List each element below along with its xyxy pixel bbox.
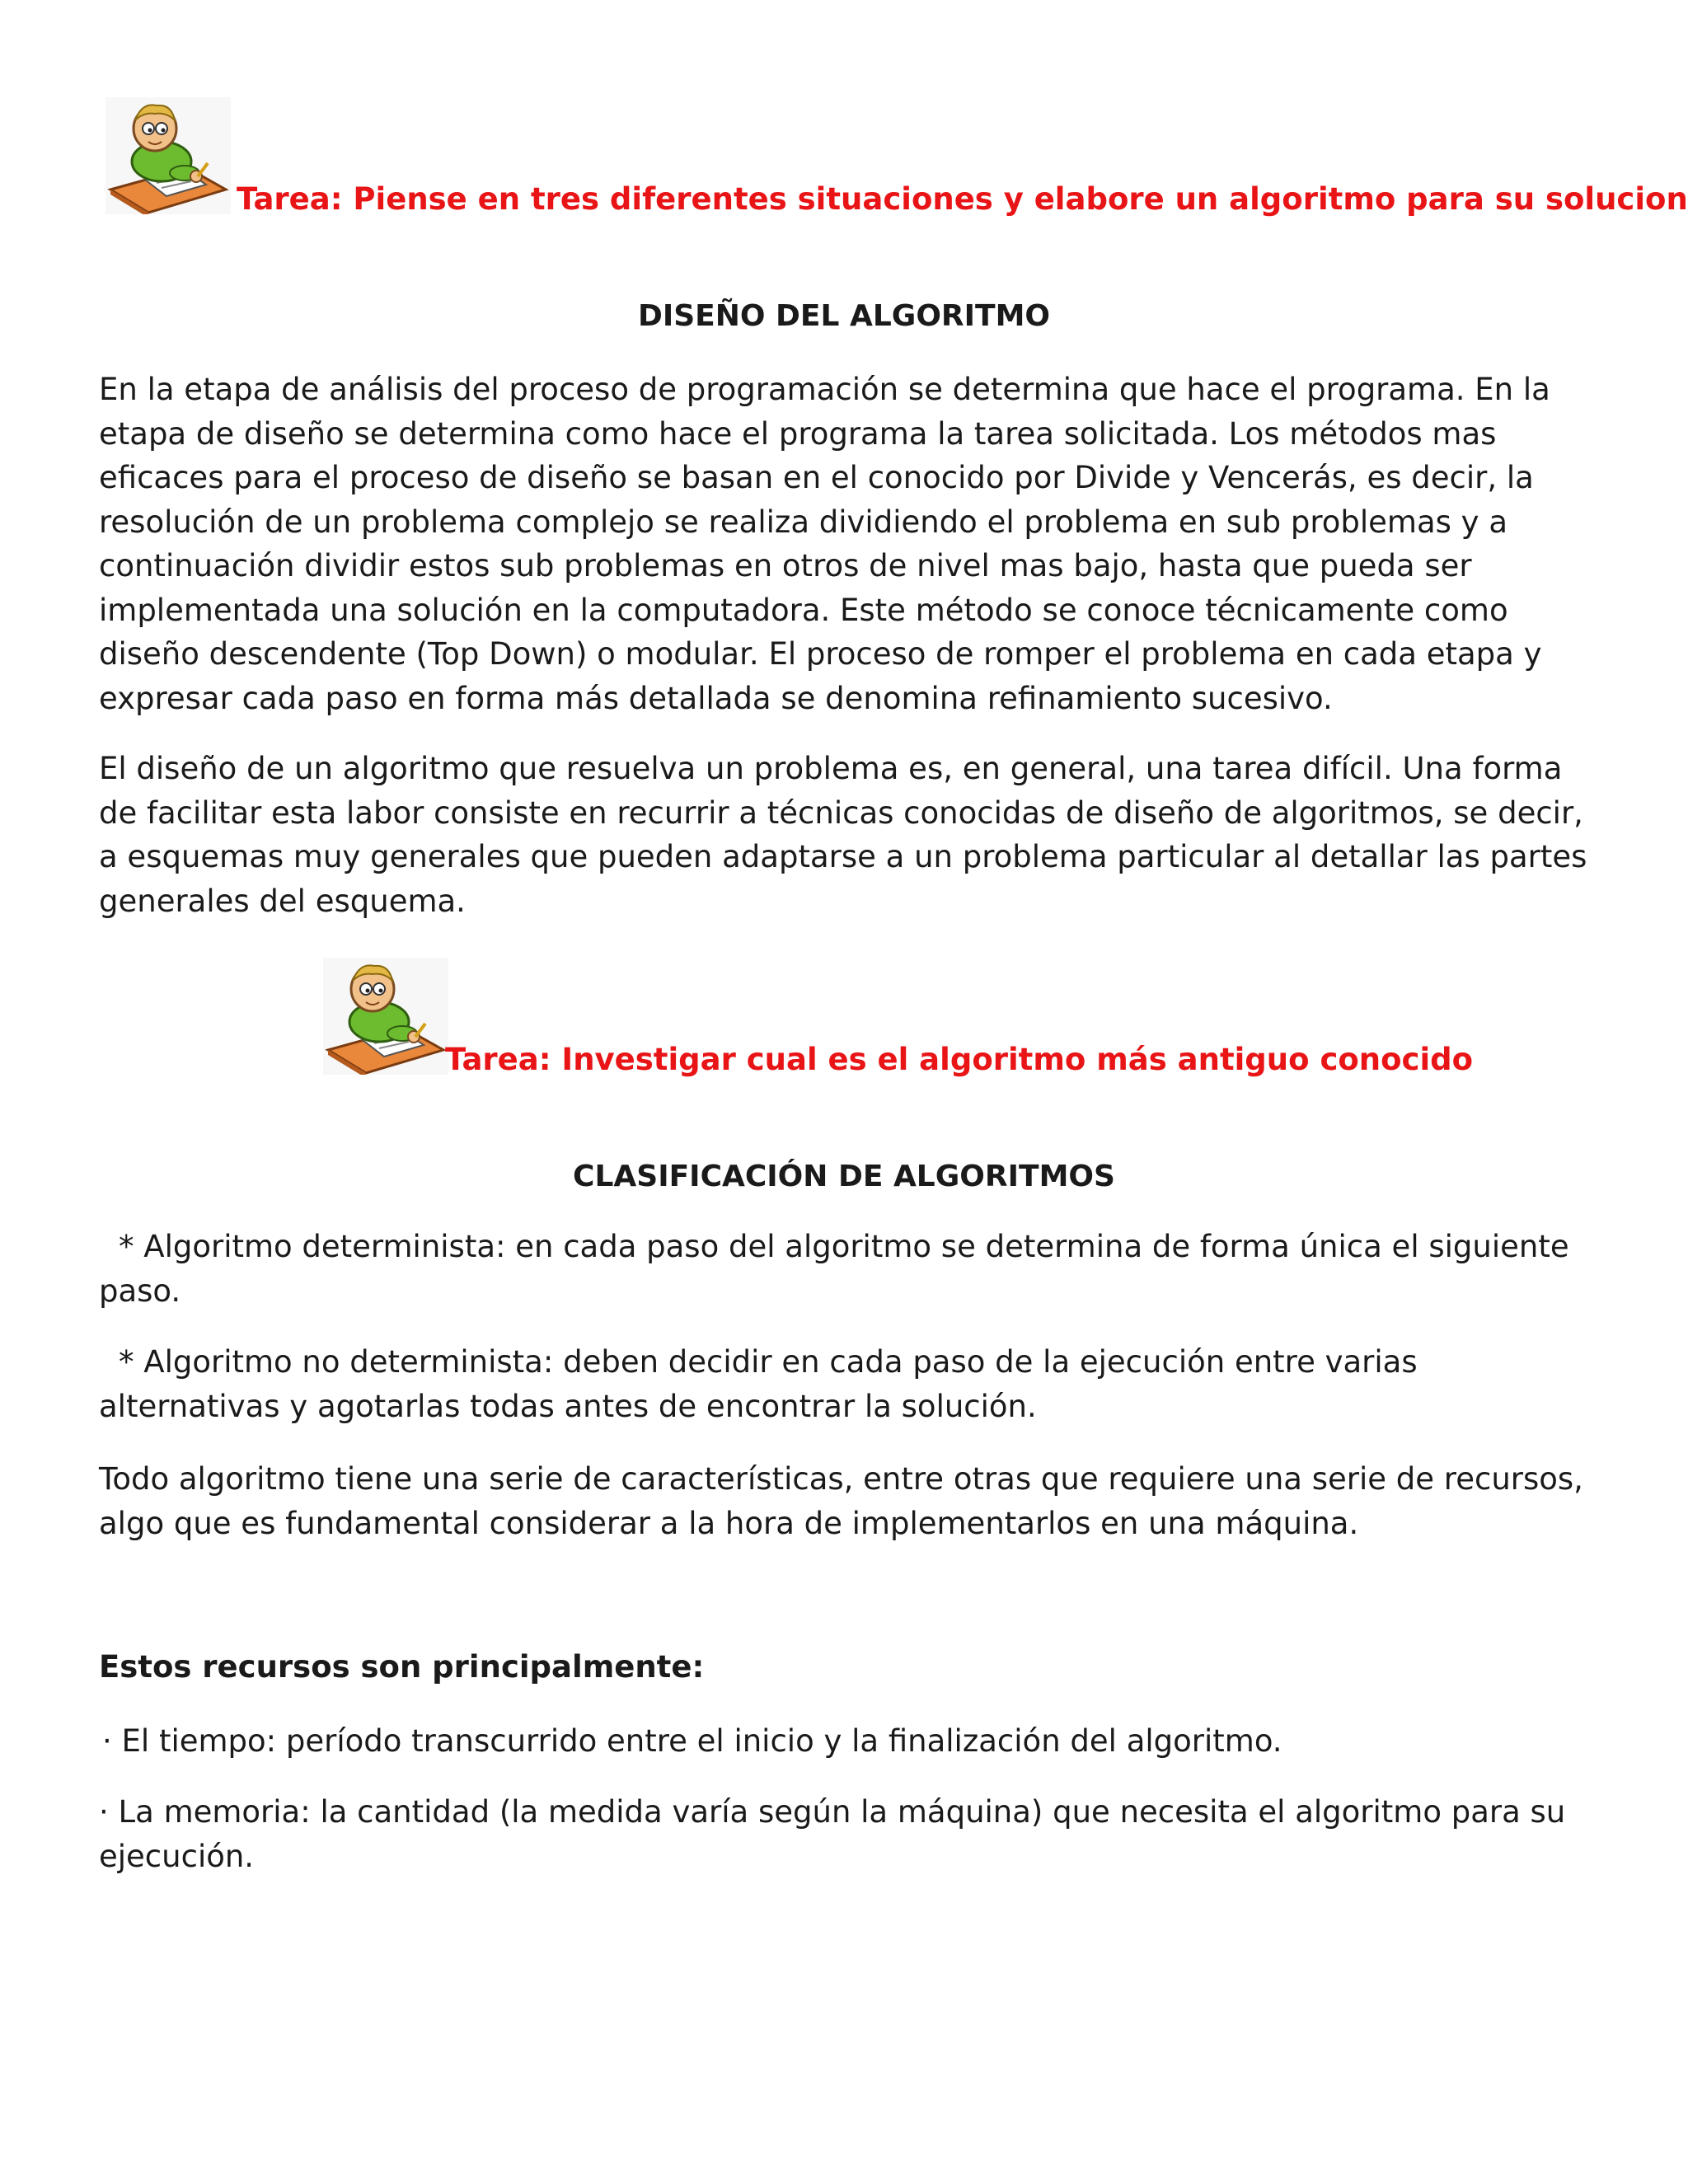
tarea-1: Tarea: Piense en tres diferentes situaciones y elabore un algoritmo para su solucion xyxy=(237,181,1688,217)
paragraph-caracteristicas xyxy=(99,1457,1599,1545)
bullet-no-determinista-text: * Algoritmo no determinista: deben decidir en cada paso de la ejecución entre varias alternativas y agotarlas todas antes de encontrar la solución. xyxy=(99,1344,1418,1424)
paragraph-diseno-2 xyxy=(99,747,1599,923)
paragraph-2: El diseño de un algoritmo que resuelva un problema es, en general, una tarea difícil. Una forma de facilitar esta labor consiste en recurrir a técnicas conocidas de diseño de algoritmos, se decir, a esquemas muy generales que pueden adaptarse a un problema particular al detallar las partes generales del esquema. xyxy=(99,751,1587,919)
recursos-label-text: Estos recursos son principalmente: xyxy=(99,1649,705,1685)
student-writing-icon xyxy=(323,958,448,1075)
item-memoria-text: · La memoria: la cantidad (la medida varía según la máquina) que necesita el algoritmo para su ejecución. xyxy=(99,1794,1566,1874)
item-tiempo xyxy=(99,1719,1599,1764)
bullet-determinista xyxy=(99,1225,1599,1313)
paragraph-diseno xyxy=(99,368,1599,720)
recursos-label xyxy=(99,1647,1599,1688)
tarea-2: Tarea: Investigar cual es el algoritmo más antiguo conocido xyxy=(445,1042,1474,1077)
student-writing-icon xyxy=(106,97,231,214)
item-memoria xyxy=(99,1790,1599,1878)
paragraph-3: Todo algoritmo tiene una serie de características, entre otras que requiere una serie de recursos, algo que es fundamental considerar a la hora de implementarlos en una máquina. xyxy=(99,1461,1583,1541)
bullet-no-determinista xyxy=(99,1340,1599,1428)
paragraph-1: En la etapa de análisis del proceso de programación se determina que hace el programa. En la etapa de diseño se determina como hace el programa la tarea solicitada. Los métodos mas eficaces para el proceso de diseño se basan en el conocido por Divide y Vencerás, es decir, la resolución de un problema complejo se realiza dividiendo el problema en sub problemas y a continuación dividir estos sub problemas en otros de nivel mas bajo, hasta que pueda ser implementada una solución en la computadora. Este método se conoce técnicamente como diseño descendente (Top Down) o modular. El proceso de romper el problema en cada etapa y expresar cada paso en forma más detallada se denomina refinamiento sucesivo. xyxy=(99,372,1550,716)
item-tiempo-text: · El tiempo: período transcurrido entre el inicio y la finalización del algoritmo. xyxy=(102,1723,1282,1759)
bullet-determinista-text: * Algoritmo determinista: en cada paso del algoritmo se determina de forma única el siguiente paso. xyxy=(99,1229,1569,1309)
heading-diseno: DISEÑO DEL ALGORITMO xyxy=(637,299,1051,333)
heading-clasificacion: CLASIFICACIÓN DE ALGORITMOS xyxy=(573,1160,1115,1193)
